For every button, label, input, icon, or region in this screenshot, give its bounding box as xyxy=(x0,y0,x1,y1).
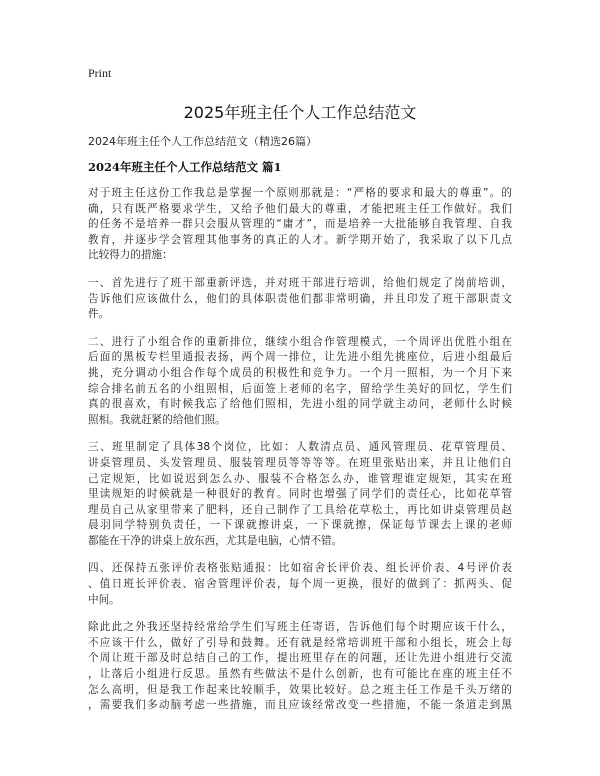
body-paragraph xyxy=(88,335,512,429)
body-paragraph xyxy=(88,620,512,714)
body-paragraph xyxy=(88,440,512,549)
paragraph-line: 二、进行了小组合作的重新排位，继续小组合作管理模式，一个周评出优胜小组在 xyxy=(88,335,512,348)
paragraph-line: 告诉他们应该做什么，他们的具体职责他们都非常明确，并且印发了班干部职责文 xyxy=(88,292,512,305)
body-paragraph xyxy=(88,186,512,264)
paragraph-line: 教育，并逐步学会管理其他事务的真正的人才。新学期开始了，我采取了以下几点 xyxy=(88,233,512,246)
paragraph-line: ，需要我们多动脑考虑一些措施，而且应该经常改变一些措施，不能一条道走到黑 xyxy=(88,699,512,712)
paragraph-line: 都能在干净的讲桌上放东西，尤其是电脑，心情不错。 xyxy=(88,534,343,547)
document-body xyxy=(88,186,512,726)
paragraph-line: 三、班里制定了具体38个岗位，比如：人数清点员、通风管理员、花草管理员、 xyxy=(88,441,512,454)
paragraph-line: 挑，充分调动小组合作每个成员的积极性和竞争力。一个月一照相，为一个月下来 xyxy=(88,366,512,379)
section-heading: 2024年班主任个人工作总结范文 篇1 xyxy=(88,160,282,174)
paragraph-line: 中间。 xyxy=(88,593,120,606)
paragraph-line: 比较得力的措施： xyxy=(88,249,173,262)
paragraph-line: 对于班主任这份工作我总是掌握一个原则那就是：“严格的要求和最大的尊重”。的 xyxy=(88,187,512,199)
paragraph-line: 确，只有既严格要求学生，又给予他们最大的尊重，才能把班主任工作做好。我们 xyxy=(88,202,512,215)
paragraph-line: 真的很喜欢，有时候我忘了给他们照相，先进小组的同学就主动问，老师什么时候 xyxy=(88,398,512,411)
body-paragraph xyxy=(88,276,512,323)
print-link[interactable]: Print xyxy=(88,66,112,80)
paragraph-line: 的任务不是培养一群只会服从管理的“庸才”，而是培养一大批能够自我管理、自我 xyxy=(88,218,512,231)
paragraph-line: 一、首先进行了班干部重新评选，并对班干部进行培训，给他们规定了岗前培训， xyxy=(88,276,512,289)
paragraph-line: 理员自己从家里带来了肥料，还自己制作了工具给花草松土，再比如讲桌管理员赵 xyxy=(88,503,512,516)
paragraph-line: 件。 xyxy=(88,308,110,321)
paragraph-line: 综合排名前五名的小组照相，后面签上老师的名字，留给学生美好的回忆，学生们 xyxy=(88,382,512,395)
paragraph-line: 怎么高明，但是我工作起来比较顺手，效果比较好。总之班主任工作是千头万绪的 xyxy=(88,683,512,696)
paragraph-line: 不应该干什么，做好了引导和鼓舞。还有就是经常培训班干部和小组长，班会上每 xyxy=(88,636,512,649)
paragraph-line: 个周让班干部及时总结自己的工作，提出班里存在的问题，还让先进小组进行交流 xyxy=(88,652,512,665)
paragraph-line: 、值日班长评价表、宿舍管理评价表，每个周一更换，很好的做到了：抓两头、促 xyxy=(88,578,512,591)
paragraph-line: 后面的黑板专栏里通报表扬，两个周一排位，让先进小组先挑座位，后进小组最后 xyxy=(88,351,512,364)
paragraph-line: 四、还保持五张评价表格张贴通报：比如宿舍长评价表、组长评价表、4号评价表 xyxy=(88,562,512,575)
paragraph-line: 晨羽同学特别负责任，一下课就擦讲桌，一下课就擦，保证每节课去上课的老师 xyxy=(88,519,512,532)
paragraph-line: 里读规矩的时候就是一种很好的教育。同时也增强了同学们的责任心，比如花草管 xyxy=(88,488,512,501)
document-subtitle: 2024年班主任个人工作总结范文（精选26篇） xyxy=(88,135,317,148)
paragraph-line: 己定规矩，比如说迟到怎么办、服装不合格怎么办，谁管理谁定规矩，其实在班 xyxy=(88,472,512,485)
paragraph-line: ，让落后小组进行反思。虽然有些做法不是什么创新，也有可能比在座的班主任不 xyxy=(88,668,512,681)
paragraph-line: 照相。我就赶紧的给他们照。 xyxy=(88,413,226,426)
page-title: 2025年班主任个人工作总结范文 xyxy=(183,103,417,122)
body-paragraph xyxy=(88,561,512,608)
paragraph-line: 除此此之外我还坚持经常给学生们写班主任寄语，告诉他们每个时期应该干什么， xyxy=(88,621,512,634)
paragraph-line: 讲桌管理员、头发管理员、服装管理员等等等等。在班里张贴出来，并且让他们自 xyxy=(88,456,512,469)
